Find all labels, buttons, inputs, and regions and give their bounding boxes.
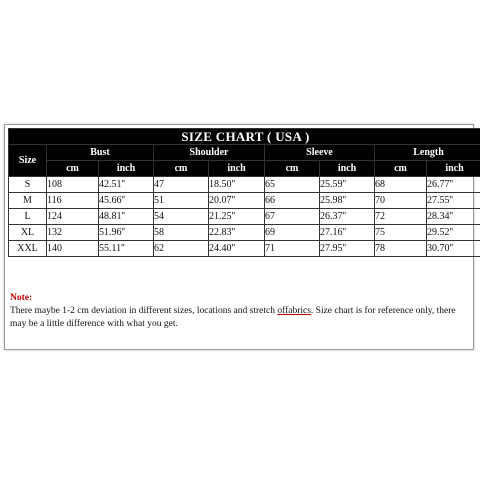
bust-inch-cell: 42.51'' [99,177,154,193]
note-text-underlined: offabrics [277,306,311,316]
unit-header-inch: inch [209,161,265,177]
group-header-bust: Bust [47,145,154,161]
length-cm-cell: 78 [375,241,427,257]
bust-cm-cell: 116 [47,193,99,209]
table-row [9,209,480,225]
unit-header-cm: cm [154,161,209,177]
size-cell: S [9,177,47,193]
note-text-end: . Size chart is for reference only, there may be a little difference with what you get. [10,306,456,329]
size-header: Size [9,145,47,177]
table-row [9,177,480,193]
table-row [9,241,480,257]
unit-header-inch: inch [427,161,480,177]
length-inch-cell: 27.55'' [427,193,480,209]
length-cm-cell: 70 [375,193,427,209]
sleeve-cm-cell: 71 [265,241,320,257]
shoulder-cm-cell: 47 [154,177,209,193]
bust-cm-cell: 108 [47,177,99,193]
group-header-length: Length [375,145,480,161]
sleeve-inch-cell: 26.37'' [320,209,375,225]
chart-title: SIZE CHART ( USA ) [9,129,480,145]
unit-header-inch: inch [320,161,375,177]
size-cell: L [9,209,47,225]
unit-header-cm: cm [375,161,427,177]
shoulder-cm-cell: 58 [154,225,209,241]
shoulder-inch-cell: 24.40'' [209,241,265,257]
length-inch-cell: 28.34'' [427,209,480,225]
size-cell: M [9,193,47,209]
size-chart-panel [4,124,474,350]
sleeve-cm-cell: 67 [265,209,320,225]
table-row [9,225,480,241]
size-chart-table [8,128,480,257]
length-cm-cell: 75 [375,225,427,241]
bust-inch-cell: 45.66'' [99,193,154,209]
bust-cm-cell: 132 [47,225,99,241]
group-header-shoulder: Shoulder [154,145,265,161]
unit-header-cm: cm [265,161,320,177]
sleeve-inch-cell: 25.98'' [320,193,375,209]
length-cm-cell: 68 [375,177,427,193]
shoulder-cm-cell: 54 [154,209,209,225]
length-cm-cell: 72 [375,209,427,225]
bust-inch-cell: 48.81'' [99,209,154,225]
sleeve-cm-cell: 66 [265,193,320,209]
group-header-sleeve: Sleeve [265,145,375,161]
bust-cm-cell: 140 [47,241,99,257]
unit-header-inch: inch [99,161,154,177]
shoulder-inch-cell: 22.83'' [209,225,265,241]
bust-inch-cell: 51.96'' [99,225,154,241]
shoulder-inch-cell: 20.07'' [209,193,265,209]
sleeve-inch-cell: 27.16'' [320,225,375,241]
sleeve-inch-cell: 25.59'' [320,177,375,193]
shoulder-inch-cell: 18.50'' [209,177,265,193]
sleeve-cm-cell: 65 [265,177,320,193]
note-text-start: There maybe 1-2 cm deviation in different sizes, locations and stretch [10,306,278,316]
bust-inch-cell: 55.11'' [99,241,154,257]
note-label: Note: [10,293,33,303]
unit-header-cm: cm [47,161,99,177]
length-inch-cell: 29.52'' [427,225,480,241]
bust-cm-cell: 124 [47,209,99,225]
sleeve-cm-cell: 69 [265,225,320,241]
note-block [10,292,472,331]
length-inch-cell: 26.77'' [427,177,480,193]
table-row [9,193,480,209]
size-cell: XXL [9,241,47,257]
length-inch-cell: 30.70'' [427,241,480,257]
shoulder-inch-cell: 21.25'' [209,209,265,225]
size-cell: XL [9,225,47,241]
shoulder-cm-cell: 51 [154,193,209,209]
sleeve-inch-cell: 27.95'' [320,241,375,257]
shoulder-cm-cell: 62 [154,241,209,257]
